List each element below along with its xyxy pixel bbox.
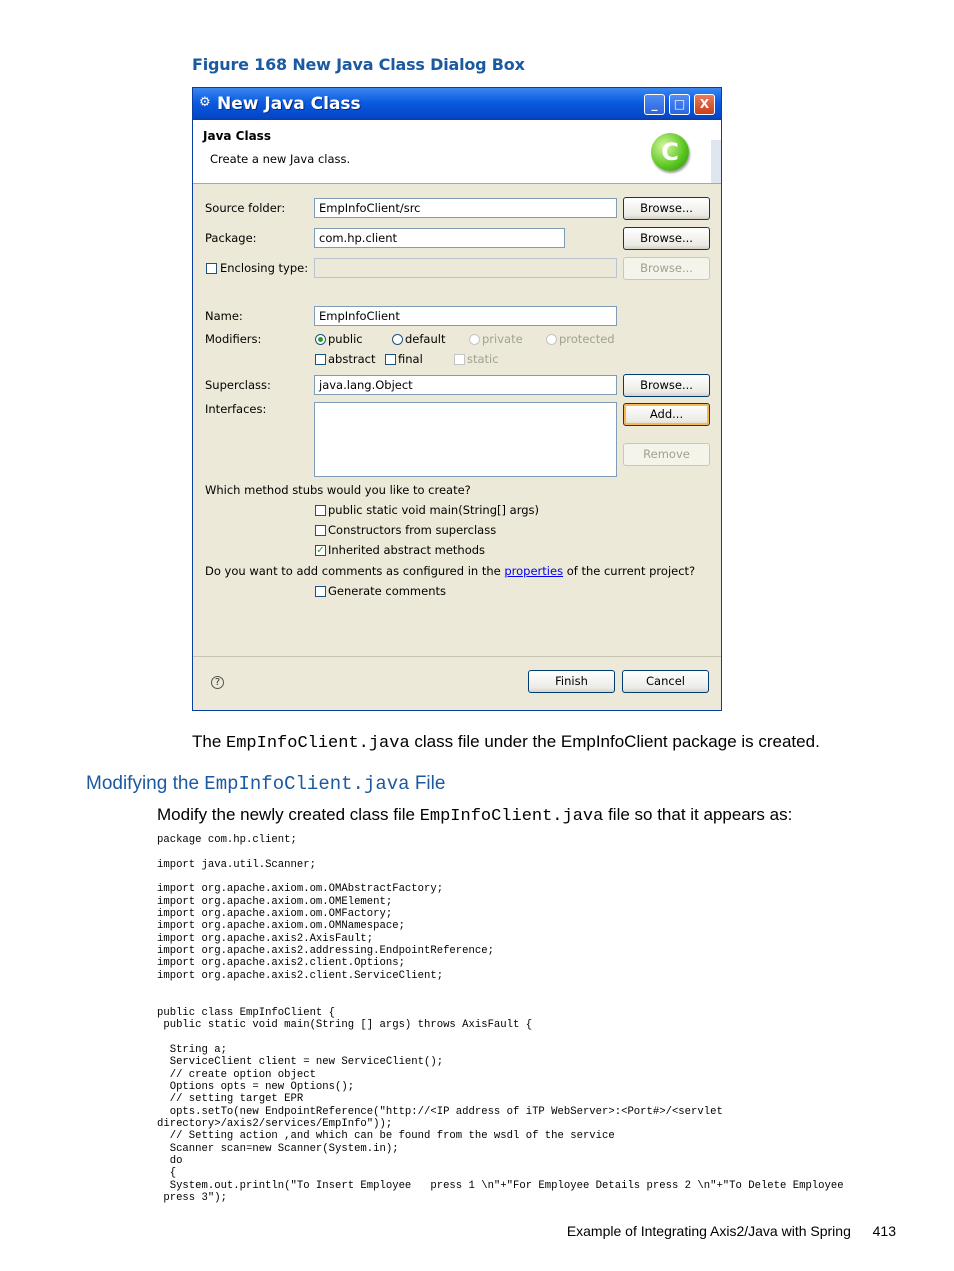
source-folder-label: Source folder: bbox=[205, 201, 286, 215]
code-line: // Setting action ,and which can be found from the wsdl of the service bbox=[157, 1130, 615, 1143]
code-line: // setting target EPR bbox=[157, 1093, 304, 1106]
code-line: import org.apache.axiom.om.OMNamespace; bbox=[157, 920, 405, 933]
inherited-stub-label: Inherited abstract methods bbox=[328, 543, 486, 557]
source-folder-browse-button[interactable]: Browse... bbox=[623, 197, 710, 220]
sentence1-post: class file under the EmpInfoClient package is created. bbox=[414, 732, 820, 751]
new-java-class-dialog bbox=[192, 87, 722, 711]
code-line: { bbox=[157, 1167, 177, 1180]
enclosing-type-browse-button: Browse... bbox=[623, 257, 710, 280]
sentence1-pre: The bbox=[192, 732, 222, 751]
code-line: press 3"); bbox=[157, 1191, 227, 1204]
abstract-checkbox-label: abstract bbox=[328, 352, 376, 366]
inherited-stub-checkbox[interactable]: ✓ bbox=[316, 545, 325, 556]
code-line: ServiceClient client = new ServiceClient(); bbox=[157, 1056, 444, 1069]
protected-radio bbox=[546, 334, 557, 345]
package-label: Package: bbox=[205, 231, 257, 245]
code-line: import org.apache.axiom.om.OMElement; bbox=[157, 895, 393, 908]
code-line bbox=[157, 871, 844, 883]
dialog-title-bar[interactable] bbox=[193, 88, 721, 120]
protected-radio-label: protected bbox=[559, 332, 615, 346]
code-line: // create option object bbox=[157, 1068, 316, 1081]
header-description: Create a new Java class. bbox=[210, 152, 351, 166]
package-input[interactable]: com.hp.client bbox=[314, 228, 565, 248]
public-radio-label: public bbox=[328, 332, 363, 346]
sentence2-code: EmpInfoClient.java bbox=[419, 807, 604, 826]
header-title: Java Class bbox=[203, 129, 271, 143]
package-browse-button[interactable]: Browse... bbox=[623, 227, 710, 250]
enclosing-type-checkbox[interactable] bbox=[206, 263, 217, 274]
abstract-checkbox[interactable] bbox=[315, 354, 326, 365]
default-radio-label: default bbox=[405, 332, 446, 346]
cancel-button[interactable]: Cancel bbox=[622, 670, 709, 693]
figure-caption: Figure 168 New Java Class Dialog Box bbox=[192, 55, 525, 74]
eclipse-icon: ⚙ bbox=[199, 95, 211, 110]
code-line: Options opts = new Options(); bbox=[157, 1080, 355, 1093]
name-input[interactable]: EmpInfoClient bbox=[314, 306, 617, 326]
footer-text: Example of Integrating Axis2/Java with Spring bbox=[566, 1223, 851, 1239]
constructors-stub-label: Constructors from superclass bbox=[328, 523, 497, 537]
generate-comments-checkbox[interactable] bbox=[315, 586, 326, 597]
code-line: System.out.println("To Insert Employee press 1 \n"+"For Employee Details press 2 \n"+"To Delete Employee bbox=[157, 1179, 844, 1192]
final-checkbox[interactable] bbox=[385, 354, 396, 365]
code-line: package com.hp.client; bbox=[157, 834, 297, 846]
comments-question-pre: Do you want to add comments as configured in the bbox=[205, 564, 501, 578]
dialog-title: New Java Class bbox=[217, 94, 361, 114]
generate-comments-label: Generate comments bbox=[328, 584, 446, 598]
sentence2-post: file so that it appears as: bbox=[608, 805, 793, 824]
finish-button[interactable]: Finish bbox=[528, 670, 615, 693]
method-stubs-question: Which method stubs would you like to create? bbox=[205, 483, 471, 497]
static-checkbox-label: static bbox=[467, 352, 499, 366]
code-line: import java.util.Scanner; bbox=[157, 858, 316, 871]
remove-interface-button: Remove bbox=[623, 443, 710, 466]
comments-question-post: of the current project? bbox=[566, 564, 696, 578]
heading-pre: Modifying the bbox=[86, 773, 200, 794]
superclass-label: Superclass: bbox=[205, 378, 271, 392]
result-sentence bbox=[192, 732, 820, 753]
enclosing-type-label: Enclosing type: bbox=[220, 261, 309, 275]
code-line: Scanner scan=new Scanner(System.in); bbox=[157, 1142, 399, 1155]
final-checkbox-label: final bbox=[398, 352, 423, 366]
dialog-header bbox=[193, 120, 721, 184]
main-stub-checkbox[interactable] bbox=[315, 505, 326, 516]
sentence1-code: EmpInfoClient.java bbox=[226, 734, 410, 753]
code-line: do bbox=[157, 1154, 183, 1167]
code-line: import org.apache.axis2.client.ServiceClient; bbox=[157, 969, 444, 982]
header-decoration bbox=[711, 140, 721, 183]
page-number: 413 bbox=[872, 1223, 896, 1239]
code-line bbox=[157, 1032, 844, 1044]
close-button[interactable]: X bbox=[694, 94, 715, 115]
code-line bbox=[157, 846, 844, 858]
maximize-button[interactable]: □ bbox=[669, 94, 690, 115]
name-label: Name: bbox=[205, 309, 243, 323]
superclass-browse-button[interactable]: Browse... bbox=[623, 374, 710, 397]
code-line: import org.apache.axiom.om.OMFactory; bbox=[157, 908, 393, 921]
enclosing-type-input[interactable] bbox=[314, 258, 617, 278]
code-line bbox=[157, 994, 844, 1006]
code-listing bbox=[157, 834, 844, 1204]
page-footer bbox=[567, 1223, 896, 1239]
private-radio-label: private bbox=[482, 332, 523, 346]
footer-separator bbox=[193, 656, 721, 657]
sentence2-pre: Modify the newly created class file bbox=[157, 805, 415, 824]
static-checkbox bbox=[454, 354, 465, 365]
private-radio bbox=[469, 334, 480, 345]
code-line: public static void main(String [] args) throws AxisFault { bbox=[157, 1019, 533, 1032]
add-interface-button[interactable]: Add... bbox=[623, 403, 710, 426]
code-line bbox=[157, 982, 844, 994]
instruction-sentence bbox=[157, 805, 792, 826]
code-line: opts.setTo(new EndpointReference("http://<IP address of iTP WebServer>:<Port#>/<servlet bbox=[157, 1105, 723, 1118]
constructors-stub-checkbox[interactable] bbox=[315, 525, 326, 536]
comments-question bbox=[205, 564, 695, 578]
code-line: import org.apache.axiom.om.OMAbstractFactory; bbox=[157, 883, 444, 896]
default-radio[interactable] bbox=[392, 334, 403, 345]
minimize-button[interactable]: _ bbox=[644, 94, 665, 115]
main-stub-label: public static void main(String[] args) bbox=[328, 503, 539, 517]
source-folder-input[interactable]: EmpInfoClient/src bbox=[314, 198, 617, 218]
help-icon[interactable]: ? bbox=[211, 676, 224, 689]
code-line: import org.apache.axis2.AxisFault; bbox=[157, 932, 374, 945]
code-line: import org.apache.axis2.client.Options; bbox=[157, 957, 405, 970]
superclass-input[interactable]: java.lang.Object bbox=[314, 375, 617, 395]
interfaces-label: Interfaces: bbox=[205, 402, 267, 416]
java-class-logo-icon: C bbox=[651, 133, 689, 171]
code-line: public class EmpInfoClient { bbox=[157, 1006, 336, 1019]
heading-code: EmpInfoClient.java bbox=[204, 773, 410, 795]
interfaces-list[interactable] bbox=[314, 402, 617, 477]
code-line: import org.apache.axis2.addressing.EndpointReference; bbox=[157, 945, 494, 958]
code-line: directory>/axis2/services/EmpInfo")); bbox=[157, 1117, 393, 1130]
properties-link[interactable]: properties bbox=[504, 564, 564, 578]
public-radio[interactable] bbox=[315, 334, 326, 345]
heading-post: File bbox=[414, 773, 446, 794]
modifiers-label: Modifiers: bbox=[205, 332, 262, 346]
code-line: String a; bbox=[157, 1043, 227, 1056]
section-heading bbox=[86, 773, 445, 795]
